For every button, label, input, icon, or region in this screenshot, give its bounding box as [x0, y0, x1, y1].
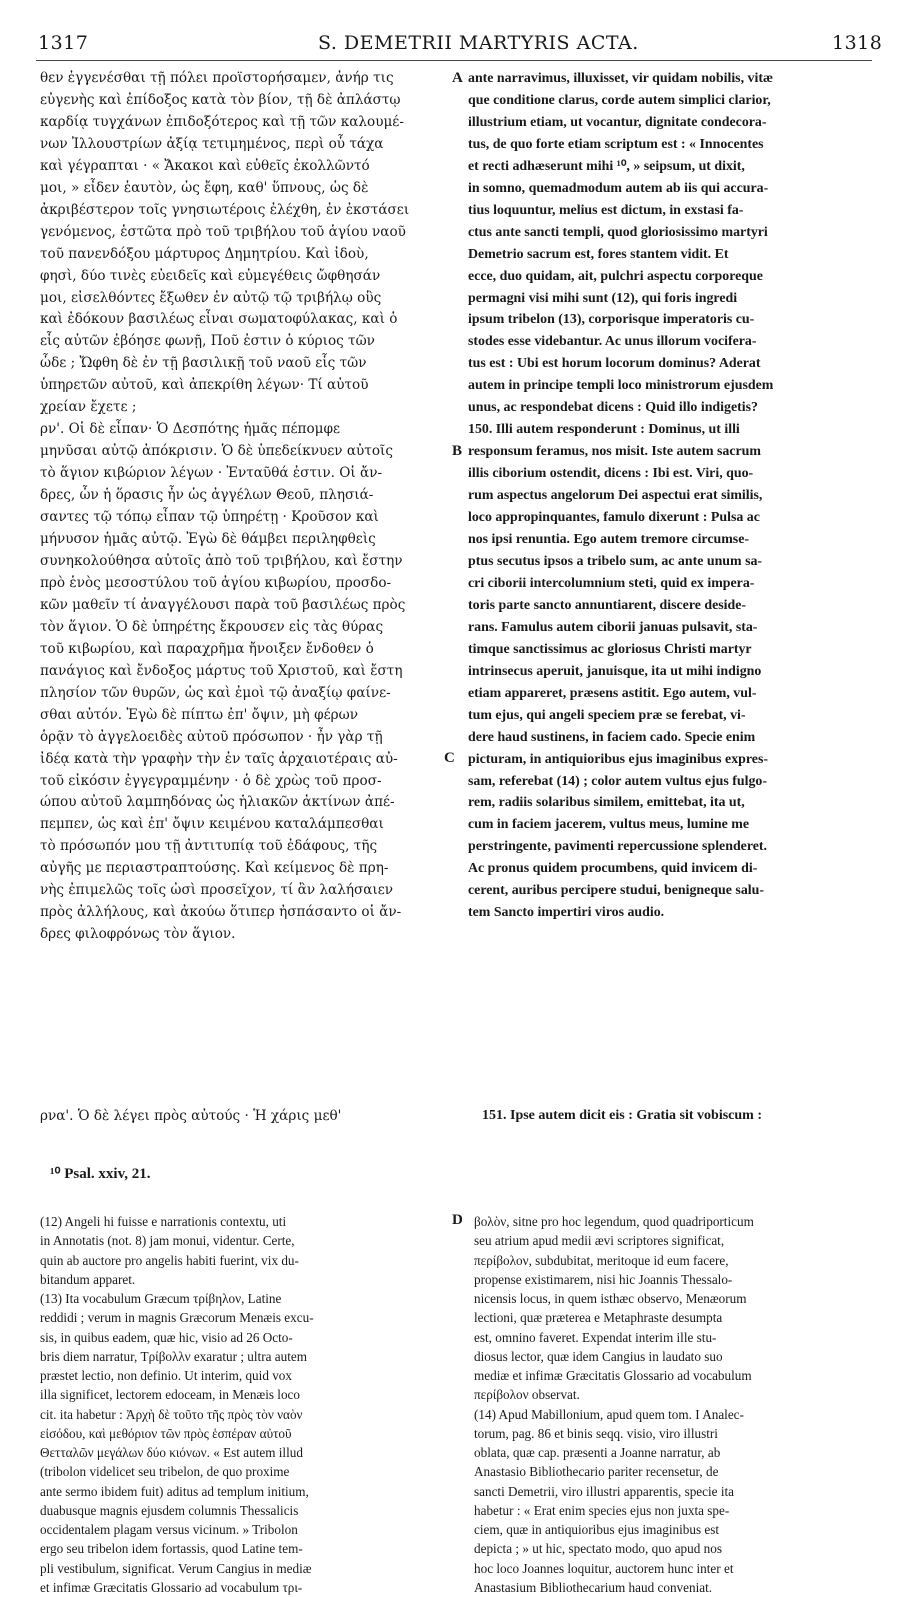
latin-text-line: stodes esse videbantur. Ac unus illorum vocifera- [468, 334, 757, 350]
greek-text-line: τοῦ εἰκόσιν ἐγγεγραμμένην · ὁ δὲ χρὼς τοῦ προσ- [40, 772, 382, 789]
greek-text-line: μηνῦσαι αὐτῷ ἀπόκρισιν. Ὁ δὲ ὑπεδείκνυεν αὐτοῖς [40, 443, 393, 460]
header-rule [36, 60, 872, 61]
note-line: nicensis locus, in quem isthæc observo, Menæorum [474, 1291, 747, 1306]
note-line: περίβολον observat. [474, 1387, 580, 1403]
footnote-psalm: ¹⁰ Psal. xxiv, 21. [50, 1166, 151, 1182]
greek-text-line: εἷς αὐτῶν ἐβόησε φωνῇ, Ποῦ ἐστιν ὁ κύριος τῶν [40, 333, 375, 350]
greek-text-line: πλησίον τῶν θυρῶν, ὡς καὶ ἐμοὶ τῷ ἀναξίῳ φαίνε- [40, 684, 391, 701]
note-line: περίβολον, subdubitat, meritoque id eum facere, [474, 1252, 729, 1268]
note-line: (14) Apud Mabillonium, apud quem tom. I Analec- [474, 1406, 744, 1422]
greek-text-line: πρὸ ἑνὸς μεσοστύλου τοῦ ἁγίου κιβωρίου, προσδο- [40, 574, 392, 591]
latin-text-line: tem Sancto impertiri viros audio. [468, 905, 665, 921]
greek-text-line: πρὸς ἀλλήλους, καὶ ἀκούω ὅτιπερ ἠσπάσαντο οἱ ἄν- [40, 904, 402, 921]
latin-text-line: tum ejus, qui angeli speciem præ se ferebat, vi- [468, 707, 746, 723]
latin-text-line: Demetrio sacrum est, fores stantem vidit. Et [468, 246, 729, 262]
margin-letter-b: B [452, 443, 463, 459]
latin-text-line: permagni visi mihi sunt (12), qui foris ingredi [468, 290, 738, 306]
note-line: (tribolon videlicet seu tribelon, de quo proxime [40, 1464, 290, 1480]
greek-text-line: φησὶ, δύο τινὲς εὐειδεῖς καὶ εὐμεγέθεις ὤφθησάν [40, 267, 381, 284]
greek-text-line: ὑπηρετῶν αὐτοῦ, καὶ ἀπεκρίθη λέγων· Τί αὐτοῦ [40, 377, 369, 394]
greek-text-line: τὸν ἅγιον. Ὁ δὲ ὑπηρέτης ἔκρουσεν εἰς τὰς θύρας [40, 618, 384, 635]
note-line: Θετταλῶν μεγάλων δύο κιόνων. « Est autem illud [40, 1445, 303, 1460]
greek-text-line: σαντες τῷ τόπῳ εἶπαν τῷ ὑπηρέτῃ · Κροῦσον καὶ [40, 509, 379, 526]
note-line: (13) Ita vocabulum Græcum τρίβηλον, Latine [40, 1291, 282, 1306]
latin-section-151: 151. Ipse autem dicit eis : Gratia sit vobiscum : [482, 1108, 762, 1123]
page-number-left: 1317 [38, 32, 89, 54]
latin-text-line: in somno, quemadmodum autem ab iis qui accura- [468, 180, 769, 196]
greek-text-line: μοι, » εἶδεν ἑαυτὸν, ὡς ἔφη, καθ' ὕπνους, ὡς δὲ [40, 179, 369, 196]
margin-letter-a: A [452, 70, 463, 86]
notes-right-column [474, 1212, 872, 1597]
greek-section-151: ρνα'. Ὁ δὲ λέγει πρὸς αὐτούς · Ἡ χάρις μεθ' [40, 1108, 342, 1124]
note-line: mediæ et infimæ Græcitatis Glossario ad vocabulum [474, 1368, 752, 1383]
note-line: lectioni, quæ præterea e Metaphraste desumpta [474, 1310, 723, 1326]
greek-text-line: ρν'. Οἱ δὲ εἶπαν· Ὁ Δεσπότης ἡμᾶς πέπομφε [40, 421, 341, 438]
latin-text-line: tius loquuntur, melius est dictum, in exstasi fa- [468, 202, 744, 218]
latin-text-column [468, 68, 874, 924]
latin-text-line: 150. Illi autem responderunt : Dominus, ut illi [468, 422, 740, 438]
note-line: sis, in quibus eadem, quæ hic, visio ad 26 Octo- [40, 1329, 293, 1345]
note-line: præstet lectio, non definio. Ut interim, quid vox [40, 1368, 292, 1383]
latin-text-line: cri ciborii intercolumnium steti, quid ex impera- [468, 575, 755, 591]
greek-text-line: χρείαν ἔχετε ; [40, 399, 137, 416]
greek-text-line: δρες φιλοφρόνως τὸν ἅγιον. [40, 926, 236, 943]
note-line: bitandum apparet. [40, 1271, 136, 1287]
latin-text-line: perstringente, pavimenti repercussione splenderet. [468, 839, 768, 855]
note-line: pli vestibulum, significat. Verum Cangius in mediæ [40, 1560, 312, 1576]
note-line: occidentalem plagam versus vicinum. » Tribolon [40, 1522, 298, 1537]
latin-text-line: Ac pronus quidem procumbens, quid invicem di- [468, 861, 758, 877]
greek-text-line: πεμπεν, ὡς καὶ ἐπ' ὄψιν κειμένου καταλάμπεσθαι [40, 816, 384, 833]
latin-text-line: picturam, in antiquioribus ejus imaginibus expres- [468, 751, 768, 767]
latin-text-line: ante narravimus, illuxisset, vir quidam nobilis, vitæ [468, 71, 773, 86]
note-line: sancti Demetrii, viro illustri apparentis, specie ita [474, 1483, 735, 1499]
note-line: βολὸν, sitne pro hoc legendum, quod quadriporticum [474, 1214, 754, 1229]
page-number-right: 1318 [832, 32, 883, 54]
note-line: et infimæ Græcitatis Glossario ad vocabulum τρι- [40, 1579, 303, 1595]
greek-text-line: κῶν μαθεῖν τί ἀναγγέλουσι παρὰ τοῦ βασιλέως πρὸς [40, 596, 406, 613]
greek-text-line: νὴς ἐπιμελῶς τοῖς ὠσὶ προσεῖχον, τί ἂν λαλήσαιεν [40, 882, 394, 899]
greek-text-line: ὁρᾷν τὸ ἀγγελοειδὲς αὐτοῦ πρόσωπον · ἦν γὰρ τῇ [40, 728, 383, 745]
margin-letter-d: D [452, 1212, 463, 1228]
latin-text-line: etiam appareret, præsens astitit. Ego autem, vul- [468, 685, 757, 701]
latin-text-line: que conditione clarus, corde autem simplici clarior, [468, 92, 771, 108]
latin-text-line: unus, ac respondebat dicens : Quid illo indigetis? [468, 400, 758, 416]
note-line: seu atrium apud medii ævi scriptores significat, [474, 1233, 725, 1249]
running-header [0, 32, 907, 62]
notes-left-column [40, 1212, 455, 1597]
note-line: Anastasium Bibliothecarium haud conveniat. [474, 1579, 713, 1595]
greek-text-line: ἀκριβέστερον τοῖς γνησιωτέροις ἐλέχθη, ἐν ἐκστάσει [40, 201, 410, 218]
greek-text-line: τοῦ πανενδόξου μάρτυρος Δημητρίου. Καὶ ἰδοὺ, [40, 245, 369, 262]
note-line: cit. ita habetur : Ἀρχὴ δὲ τοῦτο τῆς πρὸς τὸν ναὸν [40, 1406, 303, 1422]
note-line: est, omnino faveret. Expendat interim ille stu- [474, 1329, 717, 1345]
latin-text-line: ctus ante sancti templi, quod gloriosissimo martyri [468, 224, 768, 240]
note-line: ciem, quæ in antiquioribus ejus imaginibus est [474, 1522, 720, 1537]
greek-text-line: συνηκολούθησα αὐτοῖς ἀπὸ τοῦ τριβήλου, καὶ ἔστην [40, 552, 403, 569]
greek-text-line: θεν ἐγγενέσθαι τῇ πόλει προϊστορήσαμεν, ἀνήρ τις [40, 70, 394, 86]
greek-text-column [40, 68, 450, 946]
latin-text-line: nos ipsi renuntia. Ego autem tremore circumse- [468, 532, 750, 548]
note-line: reddidi ; verum in magnis Græcorum Menæis excu- [40, 1310, 314, 1326]
greek-text-line: γενόμενος, ἑστῶτα πρὸ τοῦ τριβήλου τοῦ ἁγίου ναοῦ [40, 223, 406, 240]
note-line: illa significet, lectorem edoceam, in Menæis loco [40, 1387, 301, 1403]
greek-text-line: δρες, ὧν ἡ ὅρασις ἦν ὡς ἀγγέλων Θεοῦ, πλησιά- [40, 487, 374, 504]
note-line: Anastasio Bibliothecario pariter recensetur, de [474, 1464, 719, 1480]
latin-text-line: sam, referebat (14) ; color autem vultus ejus fulgo- [468, 773, 767, 789]
greek-text-line: σθαι αὐτόν. Ἐγὼ δὲ πίπτω ἐπ' ὄψιν, μὴ φέρων [40, 706, 358, 723]
latin-text-line: toris parte sancto annuntiarent, discere deside- [468, 597, 747, 613]
margin-letter-c: C [444, 750, 455, 766]
note-line: duabusque magnis ejusdem columnis Thessalicis [40, 1502, 299, 1518]
latin-text-line: cerent, auribus percipere studui, benigneque salu- [468, 883, 764, 899]
latin-text-line: tus est : Ubi est horum locorum dominus? Aderat [468, 356, 761, 372]
note-line: quin ab auctore pro angelis habiti fuerint, vix du- [40, 1252, 299, 1268]
greek-text-line: καρδίᾳ τυγχάνων ἐπιδοξότερος καὶ τῇ τῶν καλουμέ- [40, 113, 404, 130]
greek-text-line: ώπου αὐτοῦ λαμπηδόνας ὡς ἡλιακῶν ἀκτίνων ἀπέ- [40, 794, 395, 811]
running-title: S. DEMETRII MARTYRIS ACTA. [318, 32, 639, 54]
greek-text-line: ἰδέᾳ κατὰ τὴν γραφὴν τὴν ἐν ταῖς ἀρχαιοτέραις αὐ- [40, 750, 398, 767]
latin-text-line: illis ciborium ostendit, dicens : Ibi est. Viri, quo- [468, 466, 754, 482]
latin-text-line: rans. Famulus autem ciborii januas pulsavit, sta- [468, 619, 758, 635]
note-line: habetur : « Erat enim species ejus non juxta spe- [474, 1502, 730, 1518]
note-line: εἰσόδου, καὶ μεθόριον τῶν πρὸς ἑσπέραν αὐτοῦ [40, 1425, 292, 1441]
note-line: in Annotatis (not. 8) jam monui, videntur. Certe, [40, 1233, 295, 1249]
greek-text-line: εὐγενὴς καὶ ἐπίδοξος κατὰ τὸν βίον, τῇ δὲ ἀπλάστῳ [40, 91, 401, 108]
latin-text-line: loco appropinquantes, famulo dixerunt : Pulsa ac [468, 510, 760, 526]
note-line: ergo seu tribelon idem fortassis, quod Latine tem- [40, 1541, 303, 1557]
note-line: ante sermo ibidem fuit) aditus ad templum initium, [40, 1483, 309, 1499]
greek-text-line: νων Ἰλλουστρίων ἀξίᾳ τετιμημένος, περὶ οὗ τάχα [40, 135, 384, 152]
note-line: hoc loco Joannes loquitur, auctorem hunc inter et [474, 1560, 734, 1576]
greek-text-line: τοῦ κιβωρίου, καὶ παραχρῆμα ἤνοιξεν ἔνδοθεν ὁ [40, 640, 374, 657]
note-line: diosus lector, quæ idem Cangius in laudato suo [474, 1348, 723, 1364]
latin-text-line: tus, de quo forte etiam scriptum est : « Innocentes [468, 136, 764, 152]
latin-text-line: intrinsecus aperuit, januisque, ita ut mihi indigno [468, 663, 762, 679]
latin-text-line: autem in principe templi loco ministrorum ejusdem [468, 378, 774, 394]
greek-text-line: καὶ γέγραπται · « Ἄκακοι καὶ εὐθεῖς ἐκολλῶντό [40, 157, 370, 174]
note-line: (12) Angeli hi fuisse e narrationis contextu, uti [40, 1214, 287, 1229]
latin-text-line: dere haud sustinens, in faciem cado. Specie enim [468, 729, 756, 745]
latin-text-line: timque sanctissimus ac gloriosus Christi martyr [468, 641, 752, 657]
greek-text-line: μοι, εἰσελθόντες ἔξωθεν ἐν αὐτῷ τῷ τριβήλῳ οὓς [40, 289, 382, 306]
greek-text-line: αὐγῆς με περιαστραπτούσης. Καὶ κείμενος δὲ πρη- [40, 860, 389, 877]
latin-text-line: ptus secutus ipsos a tribelo sum, ac ante unum sa- [468, 553, 763, 569]
latin-text-line: rem, radiis solaribus similem, emittebat, ita ut, [468, 795, 745, 811]
greek-text-line: πανάγιος καὶ ἔνδοξος μάρτυς τοῦ Χριστοῦ, καὶ ἔστη [40, 662, 403, 679]
note-line: depicta ; » ut hic, spectato modo, quo apud nos [474, 1541, 722, 1557]
note-line: torum, pag. 86 et binis seqq. visio, viro illustri [474, 1425, 718, 1441]
greek-text-line: μήνυσον ἡμᾶς αὐτῷ. Ἐγὼ δὲ θάμβει περιληφθεὶς [40, 531, 376, 548]
latin-text-line: rum aspectus angelorum Dei aspectui erat similis, [468, 488, 763, 504]
latin-text-line: illustrium etiam, ut vocantur, dignitate condecora- [468, 114, 767, 130]
greek-text-line: τὸ πρόσωπόν μου τῇ ἀντιτυπίᾳ τοῦ ἐδάφους, τῆς [40, 838, 378, 855]
latin-text-line: et recti adhæserunt mihi ¹⁰, » seipsum, ut dixit, [468, 158, 745, 174]
latin-text-line: ecce, duo quidam, ait, pulchri aspectu corporeque [468, 268, 763, 284]
latin-text-line: cum in faciem jacerem, vultus meus, lumine me [468, 817, 749, 833]
note-line: bris diem narratur, Τρίβολλν exaratur ; ultra autem [40, 1348, 307, 1364]
greek-text-line: ὧδε ; Ὤφθη δὲ ἐν τῇ βασιλικῇ τοῦ ναοῦ εἷς τῶν [40, 355, 367, 372]
latin-text-line: responsum feramus, nos misit. Iste autem sacrum [468, 444, 761, 460]
greek-text-line: τὸ ἅγιον κιβώριον λέγων · Ἐνταῦθά ἐστιν. Οἱ ἄν- [40, 465, 383, 482]
note-line: propense existimarem, nisi hic Joannis Thessalo- [474, 1271, 733, 1287]
note-line: oblata, quæ cap. præsenti a Joanne narratur, ab [474, 1445, 721, 1460]
greek-text-line: καὶ ἐδόκουν βασιλέως εἶναι σωματοφύλακας, καὶ ὁ [40, 311, 398, 328]
latin-text-line: ipsum tribelon (13), corporisque imperatoris cu- [468, 312, 755, 328]
